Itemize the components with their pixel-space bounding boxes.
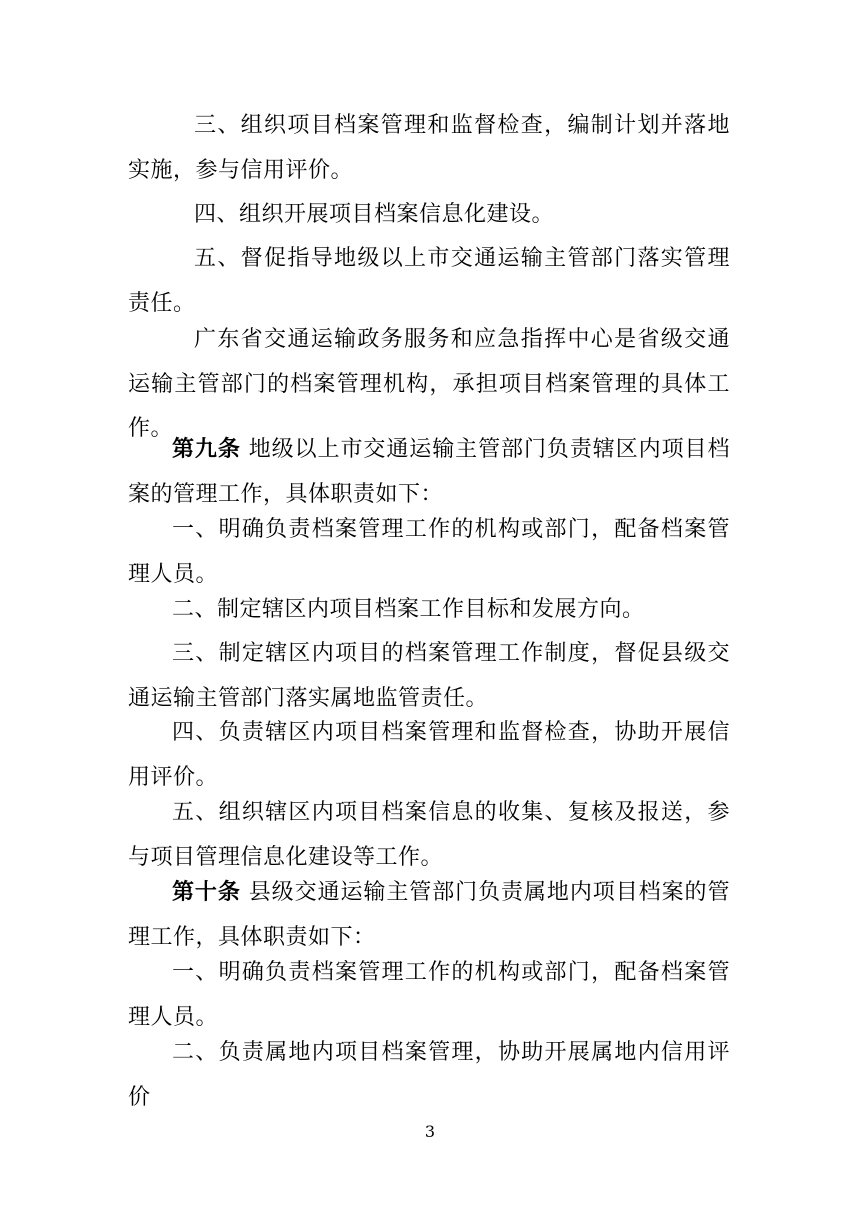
paragraph-text: 三、组织项目档案管理和监督检查，编制计划并落地实施，参与信用评价。 — [128, 113, 730, 183]
paragraph-item-5-guidance — [128, 237, 730, 326]
paragraph-article-9-item-2 — [128, 588, 730, 633]
article-heading: 第九条 — [172, 437, 241, 462]
paragraph-article-9 — [128, 428, 730, 517]
paragraph-item-4-informatization — [128, 193, 730, 238]
paragraph-article-10-item-1 — [128, 951, 730, 1040]
page-number: 3 — [424, 1122, 436, 1141]
paragraph-text: 县级交通运输主管部门负责属地内项目档案的管理工作，具体职责如下： — [128, 880, 730, 950]
paragraph-article-10-item-2 — [128, 1031, 730, 1120]
paragraph-text: 三、制定辖区内项目的档案管理工作制度，督促县级交通运输主管部门落实属地监管责任。 — [128, 641, 730, 711]
paragraph-article-9-item-5 — [128, 791, 730, 880]
article-heading: 第十条 — [172, 880, 241, 905]
paragraph-article-9-item-1 — [128, 508, 730, 597]
paragraph-text: 一、明确负责档案管理工作的机构或部门，配备档案管理人员。 — [128, 960, 730, 1030]
paragraph-text: 广东省交通运输政务服务和应急指挥中心是省级交通运输主管部门的档案管理机构，承担项目档案管理的具体工作。 — [128, 327, 730, 441]
paragraph-text: 四、组织开展项目档案信息化建设。 — [194, 202, 555, 227]
paragraph-article-9-item-4 — [128, 711, 730, 800]
paragraph-text: 地级以上市交通运输主管部门负责辖区内项目档案的管理工作，具体职责如下： — [128, 437, 730, 507]
paragraph-text: 四、负责辖区内项目档案管理和监督检查，协助开展信用评价。 — [128, 720, 730, 790]
paragraph-item-3-supervision — [128, 104, 730, 193]
paragraph-text: 五、组织辖区内项目档案信息的收集、复核及报送，参与项目管理信息化建设等工作。 — [128, 800, 730, 870]
paragraph-text: 二、负责属地内项目档案管理，协助开展属地内信用评价 — [128, 1040, 730, 1110]
paragraph-text: 五、督促指导地级以上市交通运输主管部门落实管理责任。 — [128, 246, 730, 316]
paragraph-article-9-item-3 — [128, 632, 730, 721]
paragraph-article-10 — [128, 871, 730, 960]
paragraph-text: 二、制定辖区内项目档案工作目标和发展方向。 — [172, 597, 645, 622]
paragraph-text: 一、明确负责档案管理工作的机构或部门，配备档案管理人员。 — [128, 517, 730, 587]
